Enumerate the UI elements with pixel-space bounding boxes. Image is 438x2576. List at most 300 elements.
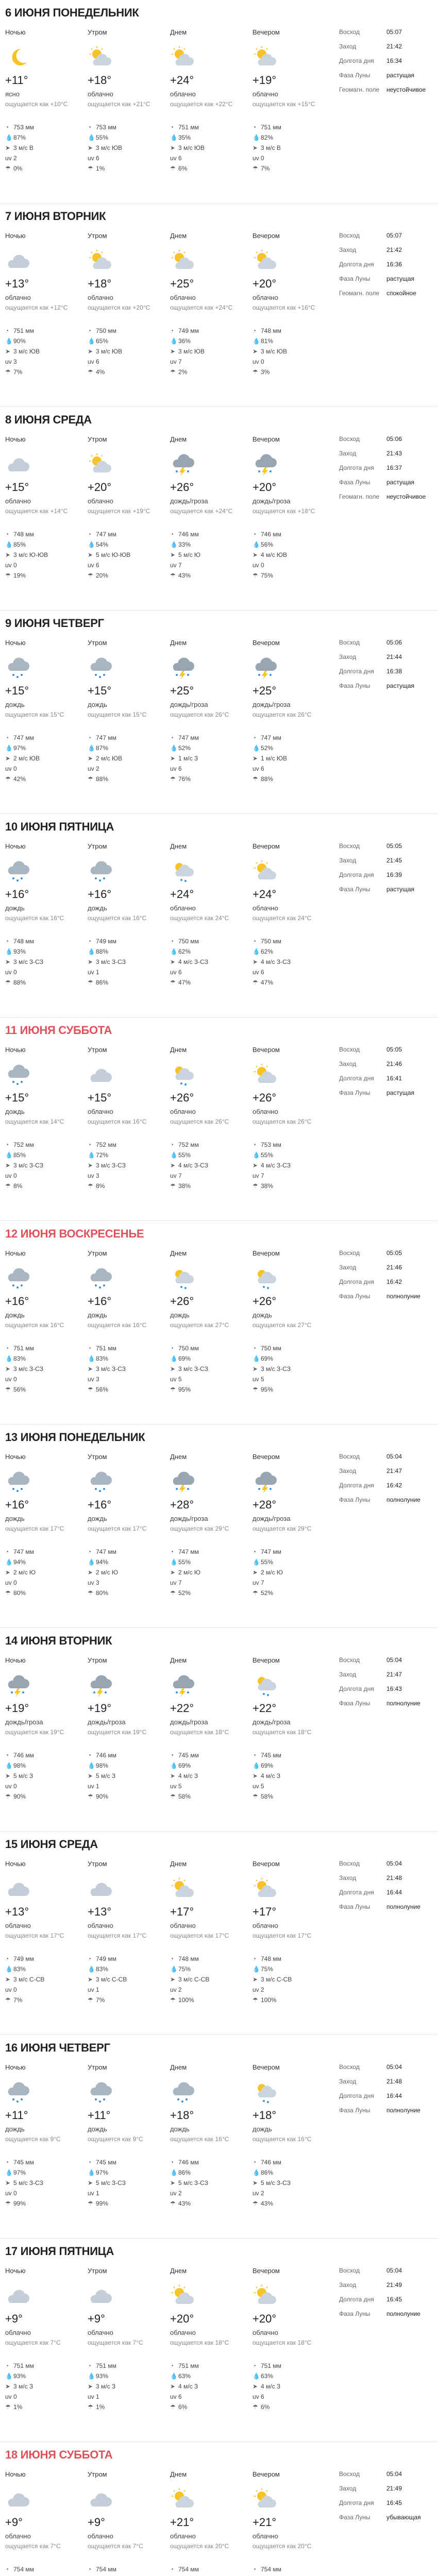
humidity-icon: 💧 [5,134,13,141]
humidity-icon: 💧 [88,337,95,345]
period-column [252,842,332,1012]
pr-value: 746 мм [261,2159,281,2166]
daylen-value: 16:42 [386,1278,402,1285]
condition: облачно [252,1108,278,1115]
prc-row [88,163,167,174]
period-column [5,1046,85,1216]
hum-row [252,1353,332,1364]
geo-value: неустойчивое [386,86,426,93]
umbrella-icon: ☂ [88,572,93,579]
prc-row [5,1995,85,2005]
umbrella-icon: ☂ [252,979,258,986]
period-label: Днем [170,1453,187,1461]
uv-value: uv 5 [170,1783,182,1790]
uv-value: uv 1 [88,969,99,976]
feels-like: ощущается как 24°C [252,914,312,922]
sunset-value: 21:46 [386,1264,402,1271]
hum-value: 83% [96,1355,109,1362]
humidity-icon: 💧 [5,2372,13,2380]
daylen-row [339,871,432,886]
period-details [252,1750,332,1802]
wind-icon: ➤ [170,2383,176,2390]
period-column [252,2063,332,2233]
pr-value: 749 мм [13,1955,34,1962]
prc-value: 52% [178,1589,191,1597]
hum-row [5,946,85,957]
uv-row [88,560,167,570]
condition: дождь [88,1311,107,1319]
prc-value: 95% [178,1386,191,1393]
wind-icon: ➤ [170,1162,176,1169]
condition: дождь/гроза [170,701,208,708]
umbrella-icon: ☂ [252,165,258,172]
period-details [5,2361,85,2412]
uv-value: uv 0 [252,155,264,162]
pr-row [88,122,167,132]
pr-value: 745 мм [178,1752,199,1759]
sunset-label: Заход [339,2485,357,2492]
period-label: Утром [88,232,107,240]
daylen-value: 16:38 [386,668,402,675]
uv-row [252,1578,332,1588]
daylen-value: 16:45 [386,2499,402,2506]
pr-row [170,1750,250,1760]
period-label: Днем [170,232,187,240]
rain-icon [170,2080,250,2105]
uv-value: uv 6 [88,155,99,162]
moon-value: полнолуние [386,1903,420,1910]
wind-value: 3 м/с З-СЗ [13,1162,43,1169]
pr-row [252,1750,332,1760]
umbrella-icon: ☂ [252,368,258,376]
period-columns [0,1046,335,1216]
humidity-icon: 💧 [88,1965,95,1973]
condition: облачно [88,294,113,301]
prc-value: 6% [178,2403,188,2411]
hum-value: 93% [13,948,26,955]
umbrella-icon: ☂ [88,165,93,172]
feels-like: ощущается как 15°C [88,711,147,718]
humidity-icon: 💧 [170,744,178,752]
hum-row [5,1150,85,1160]
wind-icon: ➤ [5,1162,11,1169]
period-column [88,2063,167,2233]
pr-row [88,529,167,539]
uv-row [170,1374,250,1384]
feels-like: ощущается как +24°C [170,304,233,311]
period-details [252,1547,332,1598]
prc-row [5,570,85,581]
period-columns [0,2063,335,2233]
sunset-value: 21:42 [386,246,402,253]
pressure-icon: ◔ [170,1141,174,1148]
pr-value: 747 мм [178,734,199,741]
temperature: +16° [5,888,29,901]
pr-value: 751 мм [13,327,34,334]
hum-row [88,2574,167,2576]
condition: облачно [170,294,196,301]
prc-value: 0% [13,165,23,172]
storm-icon [252,452,332,477]
day-title: 13 ИЮНЯ ПОНЕДЕЛЬНИК [5,1431,145,1444]
prc-row [88,570,167,581]
hum-value: 86% [261,2169,274,2176]
period-column [170,435,250,605]
period-label: Ночью [5,232,26,240]
sun-cloud-icon [252,248,332,273]
pr-row [252,936,332,946]
day-block [0,1221,438,1425]
pr-row [252,529,332,539]
hum-row [88,743,167,753]
period-label: Вечером [252,1860,280,1868]
geo-label: Геомагн. поле [339,290,380,297]
pr-value: 746 мм [178,531,199,538]
sunset-value: 21:44 [386,653,402,660]
sunrise-label: Восход [339,639,360,646]
moon-row [339,275,432,290]
condition: облачно [252,90,278,98]
sun-moon-info [339,639,432,697]
umbrella-icon: ☂ [252,1793,258,1800]
period-column [252,1453,332,1623]
hum-value: 69% [178,1355,191,1362]
condition: дождь/гроза [170,497,208,505]
wind-value: 3 м/с С-СВ [13,1976,45,1983]
sunset-label: Заход [339,450,357,457]
umbrella-icon: ☂ [88,1386,93,1393]
wind-row [252,1771,332,1781]
pressure-icon: ◔ [252,734,257,741]
uv-value: uv 0 [5,1376,17,1383]
period-label: Утром [88,435,107,443]
moon-label: Фаза Луны [339,1496,370,1503]
uv-value: uv 2 [88,765,99,772]
uv-value: uv 0 [5,562,17,569]
feels-like: ощущается как 16°C [170,2136,229,2143]
hum-row [88,1557,167,1567]
humidity-icon: 💧 [252,1355,260,1362]
wind-row [88,1364,167,1374]
feels-like: ощущается как +14°C [5,507,68,515]
storm-icon [170,1673,250,1698]
day-block [0,611,438,814]
temperature: +18° [88,277,112,290]
umbrella-icon: ☂ [5,1386,11,1393]
pressure-icon: ◔ [88,1548,92,1555]
prc-row [252,367,332,377]
humidity-icon: 💧 [252,1558,260,1566]
wind-value: 3 м/с С-СВ [178,1976,210,1983]
hum-row [5,132,85,143]
period-column [170,28,250,198]
day-block [0,1628,438,1832]
hum-row [252,2371,332,2381]
sun-cloud-icon [252,2487,332,2512]
period-label: Днем [170,2063,187,2071]
prc-row [170,1588,250,1598]
period-columns [0,2267,335,2437]
period-column [88,1249,167,1419]
period-details [88,326,167,377]
prc-value: 56% [13,1386,26,1393]
pr-value: 748 мм [261,327,281,334]
period-details [170,122,250,174]
sunrise-label: Восход [339,232,360,239]
prc-value: 88% [261,775,274,783]
period-label: Вечером [252,842,280,850]
temperature: +9° [88,2312,105,2325]
hum-row [5,2371,85,2381]
wind-icon: ➤ [5,551,11,558]
daylen-value: 16:42 [386,1482,402,1489]
condition: дождь/гроза [88,1718,126,1726]
pressure-icon: ◔ [170,124,174,131]
pr-value: 754 мм [261,2566,281,2573]
day-block [0,1832,438,2035]
pr-row [88,2157,167,2167]
hum-row [252,336,332,346]
prc-row [5,1384,85,1395]
umbrella-icon: ☂ [88,1589,93,1597]
uv-value: uv 0 [5,1579,17,1586]
prc-value: 3% [261,368,270,376]
prc-value: 42% [13,775,26,783]
uv-value: uv 7 [170,562,182,569]
umbrella-icon: ☂ [170,1589,176,1597]
sun-moon-info [339,435,432,507]
temperature: +26° [252,1295,277,1308]
wind-value: 3 м/с ЮВ [178,144,205,151]
prc-value: 80% [96,1589,109,1597]
uv-row [5,967,85,977]
rain-icon [88,859,167,884]
pressure-icon: ◔ [252,2362,257,2369]
wind-value: 5 м/с З [96,1772,116,1780]
sunset-label: Заход [339,1467,357,1475]
umbrella-icon: ☂ [170,775,176,783]
pressure-icon: ◔ [170,1955,174,1962]
humidity-icon: 💧 [170,1558,178,1566]
pr-value: 746 мм [96,1752,116,1759]
wind-row [252,1567,332,1578]
period-column [5,28,85,198]
sunrise-label: Восход [339,28,360,36]
feels-like: ощущается как 27°C [170,1321,229,1329]
pressure-icon: ◔ [88,1752,92,1759]
day-block [0,1425,438,1628]
hum-row [170,2371,250,2381]
period-column [252,435,332,605]
temperature: +25° [252,684,277,697]
hum-value: 85% [13,541,26,548]
pr-value: 748 мм [13,938,34,945]
daylen-row [339,1075,432,1089]
daylen-label: Долгота дня [339,2092,374,2099]
sunrise-row [339,1249,432,1264]
wind-icon: ➤ [170,958,176,965]
wind-icon: ➤ [252,2179,258,2187]
pr-row [170,733,250,743]
hum-value: 52% [178,744,191,752]
prc-value: 6% [178,165,188,172]
period-column [170,1249,250,1419]
daylen-label: Долгота дня [339,871,374,878]
pressure-icon: ◔ [5,1141,9,1148]
sunrise-label: Восход [339,2267,360,2274]
sun-rain-icon [252,2080,332,2105]
temperature: +16° [5,1498,29,1511]
feels-like: ощущается как 17°C [88,1932,147,1939]
uv-row [170,2392,250,2402]
feels-like: ощущается как 26°C [170,1118,229,1125]
uv-value: uv 7 [170,358,182,365]
temperature: +9° [5,2516,23,2529]
sunset-label: Заход [339,1264,357,1271]
wind-value: 3 м/с ЮВ [96,348,123,355]
wind-icon: ➤ [88,551,93,558]
sun-cloud-icon [252,1876,332,1901]
wind-value: 3 м/с З-СЗ [96,1162,126,1169]
pressure-icon: ◔ [170,2159,174,2166]
moon-row [339,72,432,86]
period-details [170,733,250,784]
period-label: Утром [88,28,107,36]
storm-icon [170,655,250,680]
umbrella-icon: ☂ [5,572,11,579]
hum-value: 97% [13,2169,26,2176]
humidity-icon: 💧 [170,1151,178,1159]
uv-value: uv 6 [252,969,264,976]
humidity-icon: 💧 [170,948,178,955]
period-details [170,326,250,377]
hum-row [170,1353,250,1364]
prc-value: 76% [178,775,191,783]
pressure-icon: ◔ [88,1955,92,1962]
hum-value: 85% [13,1151,26,1159]
period-columns [0,1860,335,2030]
wind-icon: ➤ [88,1976,93,1983]
period-column [88,435,167,605]
period-details [252,1140,332,1191]
uv-row [252,153,332,163]
humidity-icon: 💧 [5,541,13,548]
sunset-label: Заход [339,1874,357,1882]
pr-value: 746 мм [261,531,281,538]
humidity-icon: 💧 [170,2372,178,2380]
wind-icon: ➤ [88,1569,93,1576]
wind-icon: ➤ [5,1365,11,1372]
feels-like: ощущается как 27°C [252,1321,312,1329]
daylen-row [339,57,432,72]
wind-value: 5 м/с З [13,1772,33,1780]
pressure-icon: ◔ [5,1955,9,1962]
day-block [0,204,438,407]
feels-like: ощущается как 16°C [88,914,147,922]
prc-value: 58% [178,1793,191,1800]
period-label: Утром [88,639,107,647]
sunrise-row [339,28,432,43]
pressure-icon: ◔ [5,1345,9,1352]
period-column [5,1249,85,1419]
prc-row [5,2198,85,2209]
hum-row [5,1557,85,1567]
period-columns [0,842,335,1012]
period-details [88,1140,167,1191]
moon-label: Фаза Луны [339,2310,370,2317]
moon-row [339,1496,432,1511]
wind-value: 3 м/с ЮВ [13,348,40,355]
feels-like: ощущается как 14°C [5,1118,64,1125]
period-column [88,1046,167,1216]
period-label: Вечером [252,2470,280,2478]
humidity-icon: 💧 [5,337,13,345]
hum-row [170,2574,250,2576]
wind-row [170,1771,250,1781]
hum-row [88,946,167,957]
humidity-icon: 💧 [252,337,260,345]
hum-value: 63% [261,2372,274,2380]
umbrella-icon: ☂ [170,2200,176,2207]
hum-value: 52% [261,744,274,752]
sun-cloud-icon [170,248,250,273]
wind-row [252,550,332,560]
wind-value: 3 м/с ЮВ [261,348,288,355]
temperature: +21° [252,2516,277,2529]
wind-icon: ➤ [252,1976,258,1983]
wind-value: 3 м/с З-СЗ [13,1365,43,1372]
pressure-icon: ◔ [88,327,92,334]
temperature: +18° [170,2109,194,2122]
pressure-icon: ◔ [170,734,174,741]
uv-value: uv 5 [170,1376,182,1383]
hum-row [5,1760,85,1771]
wind-icon: ➤ [88,2179,93,2187]
wind-row [5,1771,85,1781]
uv-value: uv 1 [88,2190,99,2197]
sun-cloud-icon [170,1876,250,1901]
sunrise-label: Восход [339,435,360,443]
sunrise-label: Восход [339,2063,360,2071]
moon-label: Фаза Луны [339,1700,370,1707]
humidity-icon: 💧 [252,948,260,955]
sun-cloud-icon [170,2487,250,2512]
pr-value: 748 мм [13,531,34,538]
wind-row [252,143,332,153]
temperature: +13° [5,1905,29,1918]
pr-row [170,1954,250,1964]
uv-value: uv 6 [170,969,182,976]
prc-value: 6% [261,2403,270,2411]
moon-label: Фаза Луны [339,1903,370,1910]
day-block [0,0,438,204]
period-column [88,1656,167,1826]
prc-value: 47% [178,979,191,986]
wind-value: 3 м/с З [13,2383,33,2390]
uv-value: uv 6 [252,2393,264,2400]
daylen-label: Долгота дня [339,464,374,471]
period-label: Вечером [252,1656,280,1664]
hum-value: 63% [178,2372,191,2380]
wind-value: 1 м/с З [178,755,198,762]
feels-like: ощущается как 16°C [88,1321,147,1329]
hum-value: 56% [261,541,274,548]
hum-row [252,1964,332,1974]
wind-value: 4 м/с З-СЗ [178,958,208,965]
period-details [170,529,250,581]
feels-like: ощущается как 17°C [5,1932,64,1939]
prc-row [252,1791,332,1802]
